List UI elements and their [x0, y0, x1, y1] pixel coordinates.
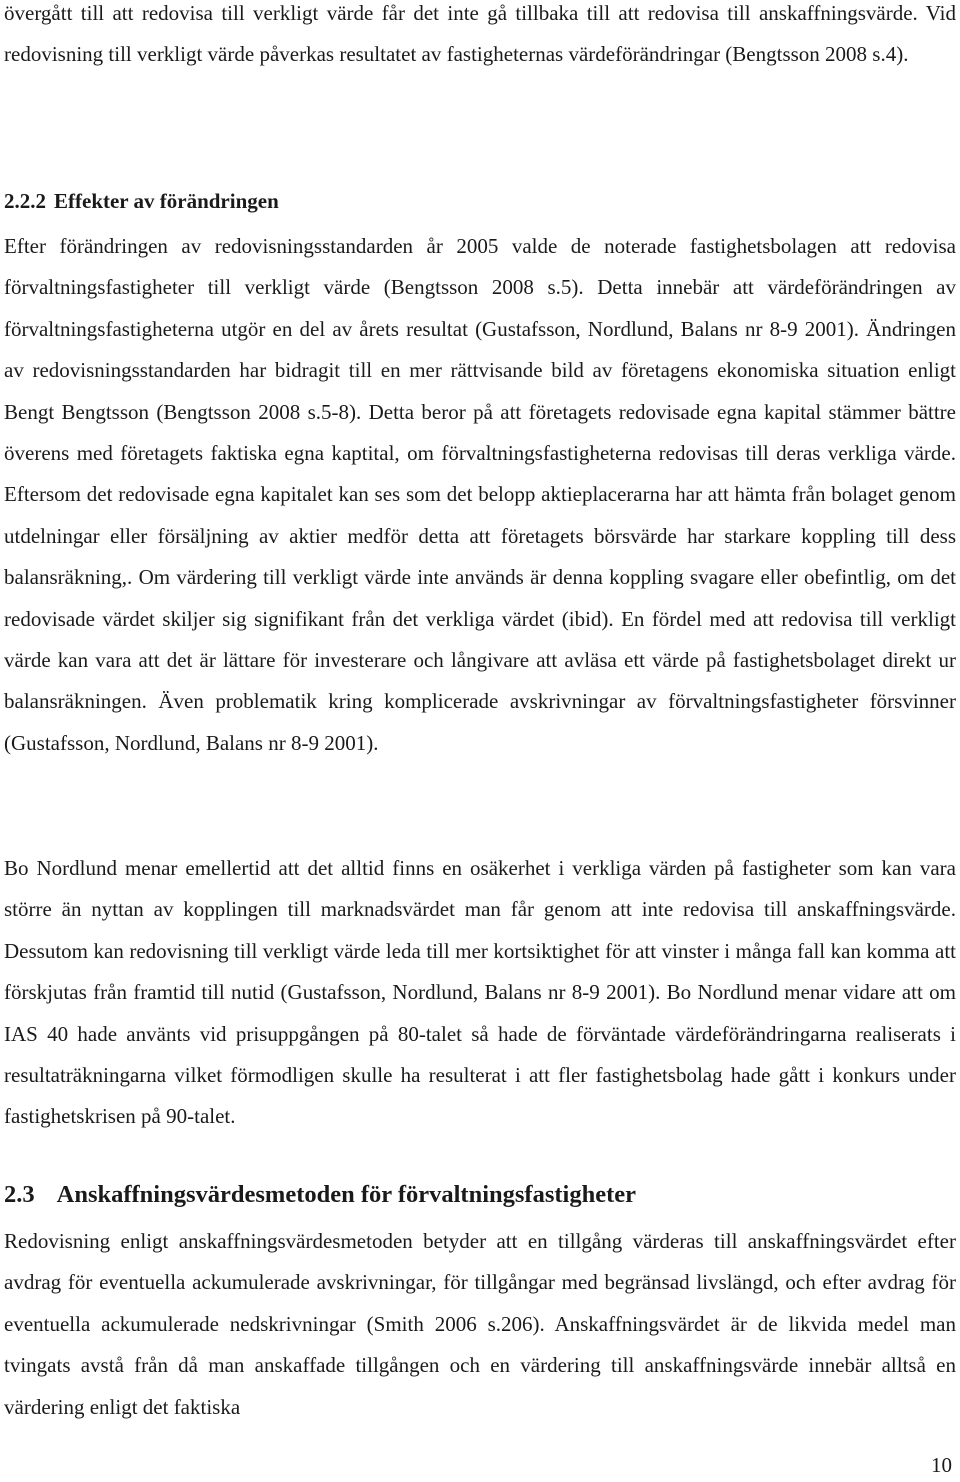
section-title: Effekter av förändringen [54, 189, 279, 213]
section-number: 2.2.2 [4, 189, 46, 213]
effekter-paragraph: Efter förändringen av redovisningsstandarden år 2005 valde de noterade fastighetsbolagen att redovisa förvaltningsfastigheter till verkligt värde (Bengtsson 2008 s.5). Detta innebär att värdeförändringen av förvaltningsfastigheterna utgör en del av årets resultat (Gustafsson, Nordlund, Balans nr 8-9 2001). Ändringen av redovisningsstandarden har bidragit till en mer rättvisande bild av företagens ekonomiska situation enligt Bengt Bengtsson (Bengtsson 2008 s.5-8). Detta beror på att företagets redovisade egna kapital stämmer bättre överens med företagets faktiska egna kaptital, om förvaltningsfastigheterna redovisas till deras verkliga värde. Eftersom det redovisade egna kapitalet kan ses som det belopp aktieplacerarna har att hämta från bolaget genom utdelningar eller försäljning av aktier medför detta att företagets börsvärde har starkare koppling till dess balansräkning,. Om värdering till verkligt värde inte används är denna koppling svagare eller obefintlig, om det redovisade värdet skiljer sig signifikant från det verkliga värdet (ibid). En fördel med att redovisa till verkligt värde kan vara att det är lättare för investerare och långivare att avläsa ett värde på fastighetsbolaget direkt ur balansräkningen. Även problematik kring komplicerade avskrivningar av förvaltningsfastigheter försvinner (Gustafsson, Nordlund, Balans nr 8-9 2001). [4, 234, 956, 755]
section-title: Anskaffningsvärdesmetoden för förvaltningsfastigheter [56, 1181, 636, 1208]
section-number: 2.3 [4, 1181, 35, 1208]
section-heading-2-2-2 [4, 181, 279, 222]
section-heading-2-3 [4, 1174, 636, 1216]
page-number: 10 [931, 1453, 952, 1477]
anskaffning-paragraph: Redovisning enligt anskaffningsvärdesmetoden betyder att en tillgång värderas till anskaffningsvärdet efter avdrag för eventuella ackumulerade avskrivningar, för tillgångar med begränsad livslängd, och efter avdrag för eventuella ackumulerade nedskrivningar (Smith 2006 s.206). Anskaffningsvärdet är de likvida medel man tvingats avstå från då man anskaffade tillgången och en värdering till anskaffningsvärde innebär alltså en värdering enligt det faktiska [4, 1229, 956, 1419]
document-page [4, 0, 956, 1482]
nordlund-paragraph: Bo Nordlund menar emellertid att det alltid finns en osäkerhet i verkliga värden på fastigheter som kan vara större än nyttan av kopplingen till marknadsvärdet man får genom att inte redovisa till anskaffningsvärde. Dessutom kan redovisning till verkligt värde leda till mer kortsiktighet för att vinster i många fall kan komma att förskjutas från framtid till nutid (Gustafsson, Nordlund, Balans nr 8-9 2001). Bo Nordlund menar vidare att om IAS 40 hade använts vid prisuppgången på 80-talet så hade de förväntade värdeförändringarna realiserats i resultaträkningarna vilket förmodligen skulle ha resulterat i att fler fastighetsbolag hade gått i konkurs under fastighetskrisen på 90-talet. [4, 856, 956, 1129]
intro-paragraph: övergått till att redovisa till verkligt värde får det inte gå tillbaka till att redovisa till anskaffningsvärde. Vid redovisning till verkligt värde påverkas resultatet av fastigheternas värdeförändringar (Bengtsson 2008 s.4). [4, 1, 956, 67]
